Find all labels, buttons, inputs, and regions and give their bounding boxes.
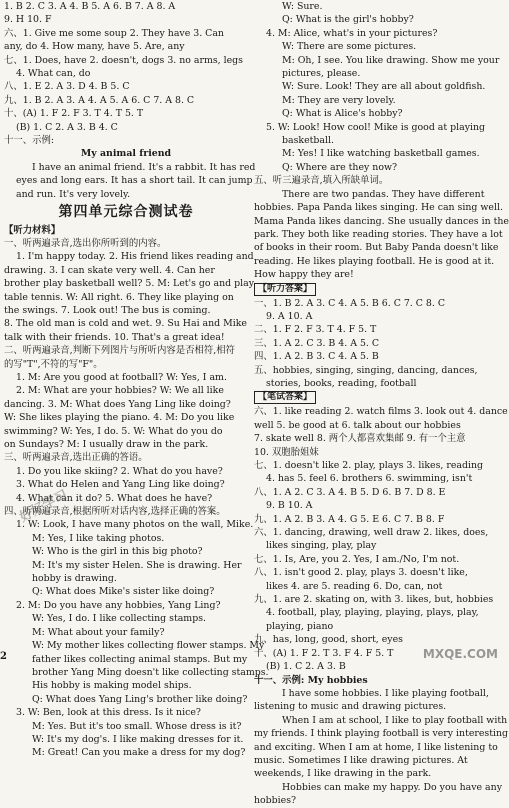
left-column-line: 的写"T",不符的写"F"。	[4, 358, 103, 370]
left-column-line: 十一、示例:	[4, 135, 55, 147]
right-column-line: M: Yes! I like watching basketball games.	[282, 148, 480, 160]
right-column-line: my friends. I think playing football is very interesting	[254, 728, 509, 740]
left-column-line: 第四单元综合测试卷	[58, 204, 194, 221]
left-column-line: 1. M: Are you good at football? W: Yes, I am.	[16, 371, 227, 383]
right-column-line: 【笔试答案】	[254, 391, 316, 404]
right-column-line: 九、1. are 2. skating on, with 3. likes, but, hobbies	[254, 594, 494, 606]
right-column-line: hobbies?	[254, 795, 297, 807]
left-column-line: 【听力材料】	[4, 224, 61, 236]
right-column-line: listening to music and drawing pictures.	[254, 701, 447, 713]
right-column-line: music. Sometimes I like drawing pictures. At	[254, 754, 468, 766]
right-column-line: M: They are very lovely.	[282, 94, 396, 106]
left-column-line: M: Great! Can you make a dress for my dog?	[32, 747, 246, 759]
right-column-line: 六、1. dancing, drawing, well draw 2. likes, does,	[254, 527, 489, 539]
right-column-line: 五、hobbies, singing, singing, dancing, dances,	[254, 364, 478, 376]
left-column-line: talk with their friends. 10. That's a great idea!	[4, 331, 225, 343]
left-column-line: 2. M: Do you have any hobbies, Yang Ling?	[16, 599, 221, 611]
left-column-line: 2. M: What are your hobbies? W: We all like	[16, 385, 224, 397]
left-column-line: W: She likes playing the piano. 4. M: Do you like	[4, 412, 235, 424]
right-column-line: 5. W: Look! How cool! Mike is good at playing	[266, 121, 486, 133]
left-column-line: brother play basketball well? 5. M: Let's go and play	[4, 278, 255, 290]
left-column-line: My animal friend	[80, 148, 172, 160]
left-column-line: 四、听两遍录音,根据所听对话内容,选择正确的答案。	[4, 506, 226, 518]
left-column-line: 一、听两遍录音,选出你所听到的内容。	[4, 237, 167, 249]
left-column-line: 1. I'm happy today. 2. His friend likes reading and	[16, 251, 254, 263]
left-column-line: M: It's my sister Helen. She is drawing. Her	[32, 559, 242, 571]
right-column-line: park. They both like reading stories. They have a lot	[254, 228, 503, 240]
left-column-line: 1. B 2. C 3. A 4. B 5. A 6. B 7. A 8. A	[4, 1, 176, 12]
right-column-line: reading. He likes playing football. He is good at it.	[254, 255, 495, 267]
left-column-line: eyes and long ears. It has a short tail. It can jump	[16, 175, 253, 187]
right-column-line: 八、1. isn't good 2. play, plays 3. doesn't like,	[254, 567, 468, 579]
left-column-line: W: Who is the girl in this big photo?	[32, 546, 203, 558]
right-column-line: likes singing, play, play	[266, 540, 377, 552]
right-column-line: Q: What is Alice's hobby?	[282, 108, 403, 120]
right-column-line: 七、1. Is, Are, you 2. Yes, I am./No, I'm not.	[254, 553, 460, 565]
right-column-line: How happy they are!	[254, 269, 354, 281]
left-column-line: His hobby is making model ships.	[32, 680, 192, 692]
right-column-line: basketball.	[282, 135, 334, 147]
left-column-line: 1. W: Look, I have many photos on the wall, Mike.	[16, 519, 254, 531]
left-column-line: 十、(A) 1. F 2. F 3. T 4. T 5. T	[4, 108, 144, 120]
left-column-line: 二、听两遍录音,判断下列图片与所听内容是否相符,相符	[4, 345, 235, 357]
right-column-line: Q: What is the girl's hobby?	[282, 14, 414, 26]
right-column-line: likes 4. are 5. reading 6. Do, can, not	[266, 580, 443, 592]
left-column-line: W: My mother likes collecting flower stamps. My	[32, 640, 265, 652]
left-column-line: 七、1. Does, have 2. doesn't, dogs 3. no arms, legs	[4, 54, 243, 66]
left-column-line: 4. What can it do? 5. What does he have?	[16, 492, 213, 504]
site-watermark: MXQE.COM	[422, 646, 498, 661]
right-column-line: Hobbies can make my happy. Do you have any	[282, 781, 502, 793]
left-column-line: 4. What can, do	[16, 68, 91, 80]
left-column-line: swimming? W: Yes, I do. 5. W: What do you do	[4, 425, 223, 437]
left-column-line: on Sundays? M: I usually draw in the park.	[4, 439, 209, 450]
left-column-line: any, do 4. How many, have 5. Are, any	[4, 41, 185, 53]
left-column-line: M: What about your family?	[32, 626, 165, 638]
right-column-line: playing, piano	[266, 620, 334, 632]
right-column-line: 四、1. A 2. B 3. C 4. A 5. B	[254, 351, 379, 363]
left-column-line: 八、1. E 2. A 3. D 4. B 5. C	[4, 81, 130, 93]
right-column-line: 八、1. A 2. C 3. A 4. B 5. D 6. B 7. D 8. E	[254, 486, 446, 498]
right-column-line: stories, books, reading, football	[266, 377, 417, 389]
left-column-line: 3. What do Helen and Yang Ling like doing?	[16, 479, 225, 491]
left-column-line: drawing. 3. I can skate very well. 4. Can her	[4, 264, 215, 276]
right-column-line: W: There are some pictures.	[282, 41, 417, 53]
page-number: 2	[0, 650, 7, 662]
left-column-line: table tennis. W: All right. 6. They like playing on	[4, 291, 234, 303]
right-column-line: weekends, I like drawing in the park.	[254, 768, 432, 780]
left-column-line: 九、1. B 2. A 3. A 4. A 5. A 6. C 7. A 8. C	[4, 94, 195, 106]
left-column-line: W: It's my dog's. I like making dresses for it.	[32, 733, 244, 745]
right-column-line: W: Sure. Look! They are all about goldfish.	[282, 81, 486, 93]
left-column-line: (B) 1. C 2. A 3. B 4. C	[16, 121, 118, 133]
left-column-line: W: Yes, I do. I like collecting stamps.	[32, 613, 206, 625]
right-column-line: 六、1. like reading 2. watch films 3. look out 4. dance	[254, 406, 508, 418]
right-column-line: 十、(A) 1. F 2. T 3. F 4. F 5. T	[254, 647, 394, 659]
left-column-line: I have an animal friend. It's a rabbit. It has red	[32, 161, 256, 173]
right-column-line: well 5. be good at 6. talk about our hobbies	[254, 419, 461, 431]
right-column-line: Q: Where are they now?	[282, 161, 398, 173]
handwritten-stamp: 好好学习	[17, 487, 71, 526]
right-column-line: (B) 1. C 2. A 3. B	[266, 661, 346, 673]
left-column-line: 8. The old man is cold and wet. 9. Su Hai and Mike	[4, 318, 247, 330]
left-column-line: M: Yes, I like taking photos.	[32, 532, 165, 544]
left-column-line: Q: What does Yang Ling's brother like doing?	[32, 693, 248, 705]
left-column-line: and run. It's very lovely.	[16, 188, 131, 200]
right-column-line: There are two pandas. They have different	[282, 188, 485, 200]
left-column-line: the swings. 7. Look out! The bus is coming.	[4, 304, 211, 316]
right-column-line: 九、1. A 2. B 3. A 4. G 5. E 6. C 7. B 8. F	[254, 513, 445, 525]
left-column-line: M: Yes. But it's too small. Whose dress is it?	[32, 720, 242, 732]
right-column-line: 【听力答案】	[254, 283, 316, 296]
right-column-line: W: Sure.	[282, 1, 323, 12]
right-column-line: 4. has 5. feel 6. brothers 6. swimming, isn't	[266, 473, 473, 485]
right-column-line: hobbies. Papa Panda likes singing. He can sing well.	[254, 202, 503, 214]
right-column-line: 7. skate well 8. 两个人都喜欢集邮 9. 有一个主意	[254, 433, 466, 445]
left-column	[4, 0, 269, 760]
right-column	[254, 0, 509, 808]
left-column-line: father likes collecting animal stamps. But my	[32, 653, 248, 665]
right-column-line: and exciting. When I am at home, I like listening to	[254, 741, 498, 753]
right-column-line: 十一、示例: My hobbies	[254, 674, 368, 686]
right-column-line: 9. A 10. A	[266, 310, 313, 322]
left-column-line: 3. W: Ben, look at this dress. Is it nice?	[16, 707, 201, 719]
left-column-line: brother Yang Ming doesn't like collecting stamps.	[32, 666, 269, 678]
left-column-line: 六、1. Give me some soup 2. They have 3. Can	[4, 27, 224, 39]
right-column-line: 4. football, play, playing, playing, plays, play,	[266, 607, 479, 619]
right-column-line: 一、1. B 2. A 3. C 4. A 5. B 6. C 7. C 8. C	[254, 297, 446, 309]
left-column-line: Q: What does Mike's sister like doing?	[32, 586, 215, 598]
right-column-line: When I am at school, I like to play football with	[282, 714, 508, 726]
right-column-line: pictures, please.	[282, 68, 361, 80]
right-column-line: 10. 双胞胎姐妹	[254, 446, 319, 458]
left-column-line: hobby is drawing.	[32, 573, 117, 585]
left-column-line: 9. H 10. F	[4, 14, 52, 26]
left-column-line: 1. Do you like skiing? 2. What do you have?	[16, 465, 223, 477]
right-column-line: 五、听三遍录音,填入所缺单词。	[254, 175, 389, 187]
right-column-line: 三、1. A 2. C 3. B 4. A 5. C	[254, 337, 380, 349]
right-column-line: 七、1. doesn't like 2. play, plays 3. likes, reading	[254, 460, 484, 471]
right-column-line: 九、has, long, good, short, eyes	[254, 634, 403, 646]
right-column-line: Mama Panda likes dancing. She usually dances in the	[254, 215, 509, 227]
left-column-line: dancing. 3. M: What does Yang Ling like doing?	[4, 398, 231, 410]
right-column-line: 4. M: Alice, what's in your pictures?	[266, 27, 438, 39]
right-column-line: 二、1. F 2. F 3. T 4. F 5. T	[254, 324, 377, 336]
right-column-line: I have some hobbies. I like playing football,	[282, 687, 489, 699]
right-column-line: 9. B 10. A	[266, 500, 313, 512]
left-column-line: 三、听两遍录音,选出正确的答语。	[4, 452, 148, 464]
right-column-line: of books in their room. But Baby Panda doesn't like	[254, 242, 499, 254]
right-column-line: M: Oh, I see. You like drawing. Show me your	[282, 54, 500, 66]
